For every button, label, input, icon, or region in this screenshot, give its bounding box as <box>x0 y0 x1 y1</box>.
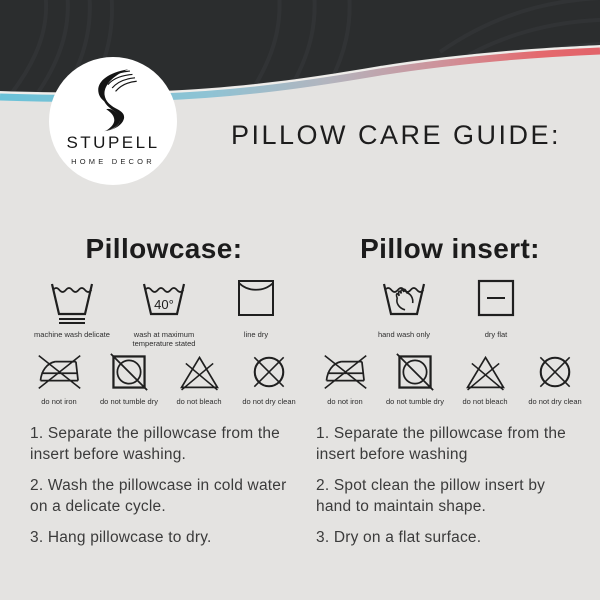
symbol-caption: do not dry clean <box>242 397 296 406</box>
do-not-dry-clean-icon <box>536 353 574 393</box>
brand-tagline: HOME DECOR <box>71 157 155 166</box>
step-1: 1. Separate the pillowcase from the insert before washing. <box>30 425 280 464</box>
symbol-caption: do not tumble dry <box>100 397 158 406</box>
symbol-caption: do not iron <box>327 397 363 406</box>
do-not-iron-icon <box>37 353 82 393</box>
pillow-insert-symbols-row1 <box>312 279 588 349</box>
symbol-caption: do not tumble dry <box>386 397 444 406</box>
symbol-caption: do not bleach <box>176 397 222 406</box>
machine-wash-delicate-icon <box>48 279 96 326</box>
do-not-bleach-icon <box>465 353 506 393</box>
hand-wash-icon <box>380 279 428 326</box>
step-3: 3. Dry on a flat surface. <box>316 528 482 546</box>
symbol-caption: machine wash delicate <box>34 330 110 339</box>
symbol-caption: line dry <box>243 330 269 339</box>
symbol-hand-wash <box>365 279 443 349</box>
symbol-caption: do not bleach <box>462 397 508 406</box>
dry-flat-icon <box>477 279 515 326</box>
symbol-dry-flat <box>457 279 535 349</box>
step-3: 3. Hang pillowcase to dry. <box>30 528 212 546</box>
symbol-do-not-dry-clean <box>239 353 299 407</box>
symbol-do-not-bleach <box>169 353 229 407</box>
symbol-wash-max-temp <box>125 279 203 349</box>
symbol-caption: do not dry clean <box>528 397 582 406</box>
pillowcase-symbols-row2 <box>26 353 302 407</box>
symbol-do-not-tumble-dry <box>99 353 159 407</box>
symbol-do-not-iron <box>315 353 375 407</box>
symbol-caption: do not iron <box>41 397 77 406</box>
brand-name: STUPELL <box>66 133 160 152</box>
pillow-insert-steps <box>312 423 588 548</box>
pillow-insert-column <box>312 233 588 557</box>
pillow-insert-symbols-row2 <box>312 353 588 407</box>
step-1: 1. Separate the pillowcase from the insert before washing <box>316 425 566 464</box>
symbol-caption: dry flat <box>484 330 508 339</box>
pillowcase-column <box>26 233 302 557</box>
symbol-do-not-iron <box>29 353 89 407</box>
step-2: 2. Spot clean the pillow insert by hand to maintain shape. <box>316 476 546 516</box>
pillowcase-steps <box>26 423 302 548</box>
symbol-do-not-tumble-dry <box>385 353 445 407</box>
pillowcase-symbols-row1 <box>26 279 302 349</box>
do-not-tumble-dry-icon <box>396 353 434 393</box>
symbol-machine-wash-delicate <box>33 279 111 349</box>
symbol-caption: hand wash only <box>377 330 431 339</box>
step-2: 2. Wash the pillowcase in cold water on a delicate cycle. <box>30 476 287 516</box>
do-not-dry-clean-icon <box>250 353 288 393</box>
brand-logo <box>49 57 177 185</box>
page-title: PILLOW CARE GUIDE: <box>230 120 562 150</box>
symbol-do-not-bleach <box>455 353 515 407</box>
symbol-do-not-dry-clean <box>525 353 585 407</box>
wash-max-temp-icon <box>140 279 188 326</box>
symbol-line-dry <box>217 279 295 349</box>
do-not-bleach-icon <box>179 353 220 393</box>
pillow-insert-heading: Pillow insert: <box>360 233 540 264</box>
stupell-swirl-icon <box>84 66 142 132</box>
do-not-tumble-dry-icon <box>110 353 148 393</box>
do-not-iron-icon <box>323 353 368 393</box>
symbol-caption: wash at maximum temperature stated <box>132 330 196 349</box>
line-dry-icon <box>237 279 275 326</box>
pillowcase-heading: Pillowcase: <box>85 233 243 264</box>
svg-text:40°: 40° <box>154 297 174 312</box>
